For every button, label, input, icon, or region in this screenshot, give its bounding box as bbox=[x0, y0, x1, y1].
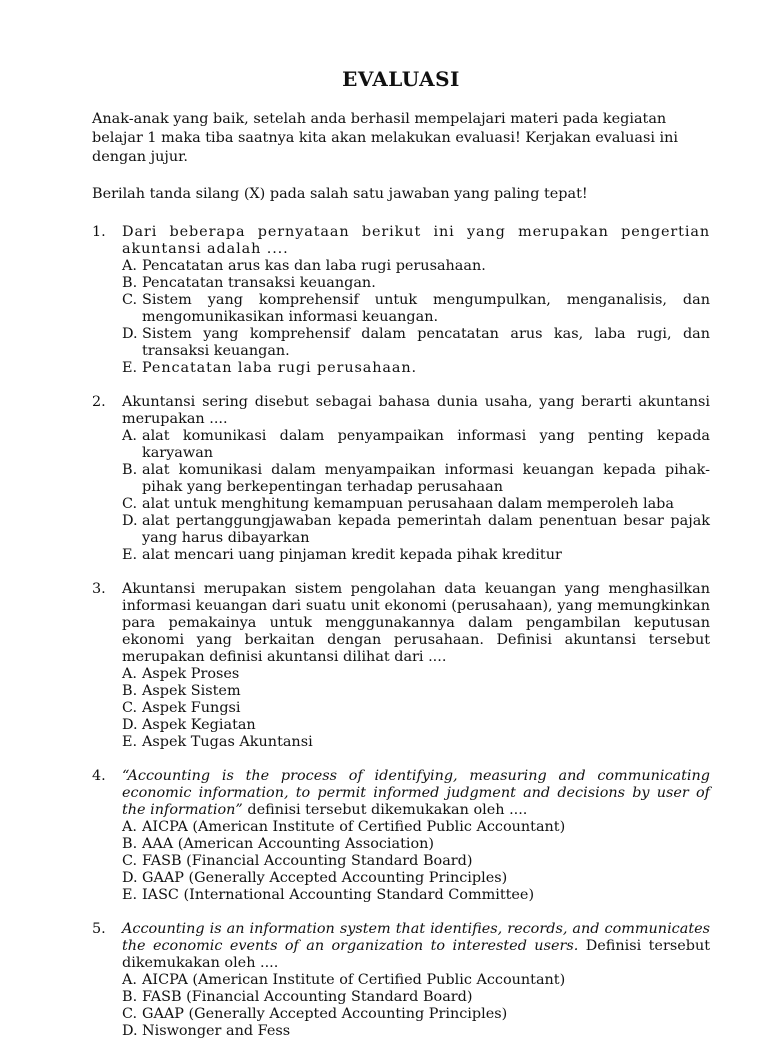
option-letter: A. bbox=[122, 972, 137, 988]
option-text: IASC (International Accounting Standard Committee) bbox=[142, 887, 535, 903]
intro-paragraph: Anak-anak yang baik, setelah anda berhasil mempelajari materi pada kegiatan belajar 1 maka tiba saatnya kita akan melakukan evaluasi! Kerjakan evaluasi ini dengan jujur. bbox=[92, 111, 678, 165]
page-title: EVALUASI bbox=[342, 67, 460, 91]
option-d[interactable] bbox=[122, 1023, 710, 1040]
option-letter: B. bbox=[122, 462, 138, 478]
instruction-paragraph: Berilah tanda silang (X) pada salah satu jawaban yang paling tepat! bbox=[92, 186, 588, 202]
option-e[interactable] bbox=[122, 734, 710, 751]
option-letter: C. bbox=[122, 1006, 138, 1022]
option-text: alat pertanggungjawaban kepada pemerintah dalam penentuan besar pajak yang harus dibayarkan bbox=[142, 513, 710, 546]
option-letter: D. bbox=[122, 513, 138, 529]
option-e[interactable] bbox=[122, 547, 710, 564]
option-text: alat komunikasi dalam penyampaikan informasi yang penting kepada karyawan bbox=[142, 428, 710, 461]
option-letter: B. bbox=[122, 683, 138, 699]
option-letter: D. bbox=[122, 326, 138, 342]
question-tail: Definisi tersebut dikemukakan oleh .... bbox=[122, 938, 710, 971]
option-letter: C. bbox=[122, 853, 138, 869]
question-number: 3. bbox=[92, 581, 106, 597]
question-4 bbox=[92, 768, 710, 904]
option-d[interactable] bbox=[122, 870, 710, 887]
question-number: 4. bbox=[92, 768, 106, 784]
option-letter: E. bbox=[122, 547, 138, 563]
option-letter: B. bbox=[122, 989, 138, 1005]
option-letter: B. bbox=[122, 275, 138, 291]
option-letter: B. bbox=[122, 836, 138, 852]
question-number: 2. bbox=[92, 394, 106, 410]
option-text: alat untuk menghitung kemampuan perusahaan dalam memperoleh laba bbox=[142, 496, 674, 512]
option-a[interactable] bbox=[122, 819, 710, 836]
option-text: Aspek Sistem bbox=[142, 683, 241, 699]
option-text: alat mencari uang pinjaman kredit kepada pihak kreditur bbox=[142, 547, 562, 563]
option-text: Pencatatan laba rugi perusahaan. bbox=[142, 360, 418, 376]
option-letter: D. bbox=[122, 870, 138, 886]
option-letter: C. bbox=[122, 700, 138, 716]
option-letter: E. bbox=[122, 360, 138, 376]
option-c[interactable] bbox=[122, 1006, 710, 1023]
option-text: GAAP (Generally Accepted Accounting Principles) bbox=[142, 1006, 508, 1022]
option-text: Pencatatan arus kas dan laba rugi perusahaan. bbox=[142, 258, 486, 274]
option-letter: A. bbox=[122, 258, 137, 274]
option-e[interactable] bbox=[122, 887, 710, 904]
question-text: Akuntansi merupakan sistem pengolahan data keuangan yang menghasilkan informasi keuangan dari suatu unit ekonomi (perusahaan), yang memungkinkan para pemakainya untuk menggunakannya dalam pengambilan keputusan ekonomi yang berkaitan dengan perusahaan. Definisi akuntansi tersebut merupakan definisi akuntansi dilihat dari .... bbox=[122, 581, 710, 665]
option-b[interactable] bbox=[122, 989, 710, 1006]
option-text: Aspek Fungsi bbox=[142, 700, 241, 716]
option-text: Sistem yang komprehensif untuk mengumpulkan, menganalisis, dan mengomunikasikan informasi keuangan. bbox=[142, 292, 710, 325]
option-d[interactable] bbox=[122, 717, 710, 734]
option-letter: D. bbox=[122, 1023, 138, 1039]
option-text: GAAP (Generally Accepted Accounting Principles) bbox=[142, 870, 508, 886]
option-text: AICPA (American Institute of Certified Public Accountant) bbox=[142, 972, 566, 988]
option-d[interactable] bbox=[122, 326, 710, 360]
option-text: alat komunikasi dalam menyampaikan informasi keuangan kepada pihak-pihak yang berkepentingan terhadap perusahaan bbox=[142, 462, 710, 495]
option-c[interactable] bbox=[122, 700, 710, 717]
option-c[interactable] bbox=[122, 292, 710, 326]
option-b[interactable] bbox=[122, 462, 710, 496]
question-5 bbox=[92, 921, 710, 1040]
question-number: 5. bbox=[92, 921, 106, 937]
question-text: Dari beberapa pernyataan berikut ini yang merupakan pengertian akuntansi adalah .... bbox=[122, 224, 710, 257]
option-letter: E. bbox=[122, 887, 138, 903]
option-text: FASB (Financial Accounting Standard Board) bbox=[142, 989, 473, 1005]
option-b[interactable] bbox=[122, 275, 710, 292]
question-text bbox=[122, 921, 710, 972]
option-text: Aspek Tugas Akuntansi bbox=[142, 734, 313, 750]
question-3 bbox=[92, 581, 710, 751]
option-letter: C. bbox=[122, 292, 138, 308]
option-text: AAA (American Accounting Association) bbox=[142, 836, 435, 852]
option-text: Niswonger and Fess bbox=[142, 1023, 291, 1039]
question-2 bbox=[92, 394, 710, 564]
option-text: Pencatatan transaksi keuangan. bbox=[142, 275, 376, 291]
question-text: Akuntansi sering disebut sebagai bahasa dunia usaha, yang berarti akuntansi merupakan .... bbox=[122, 394, 710, 427]
option-a[interactable] bbox=[122, 258, 710, 275]
option-d[interactable] bbox=[122, 513, 710, 547]
option-a[interactable] bbox=[122, 972, 710, 989]
option-letter: A. bbox=[122, 666, 137, 682]
option-letter: A. bbox=[122, 819, 137, 835]
option-text: Aspek Proses bbox=[142, 666, 240, 682]
option-c[interactable] bbox=[122, 496, 710, 513]
option-letter: D. bbox=[122, 717, 138, 733]
question-quote: Accounting is an information system that identifies, records, and communicates the economic events of an organization to interested users. bbox=[122, 921, 710, 954]
option-letter: E. bbox=[122, 734, 138, 750]
option-e[interactable] bbox=[122, 360, 710, 377]
option-b[interactable] bbox=[122, 683, 710, 700]
question-tail: definisi tersebut dikemukakan oleh .... bbox=[242, 802, 528, 818]
question-text bbox=[122, 768, 710, 819]
option-a[interactable] bbox=[122, 666, 710, 683]
option-text: Sistem yang komprehensif dalam pencatatan arus kas, laba rugi, dan transaksi keuangan. bbox=[142, 326, 710, 359]
option-letter: C. bbox=[122, 496, 138, 512]
option-c[interactable] bbox=[122, 853, 710, 870]
option-b[interactable] bbox=[122, 836, 710, 853]
option-text: FASB (Financial Accounting Standard Board) bbox=[142, 853, 473, 869]
option-letter: A. bbox=[122, 428, 137, 444]
question-number: 1. bbox=[92, 224, 106, 240]
option-a[interactable] bbox=[122, 428, 710, 462]
question-quote: “Accounting is the process of identifying, measuring and communicating economic information, to permit informed judgment and decisions by user of the information” bbox=[122, 768, 710, 818]
option-text: AICPA (American Institute of Certified Public Accountant) bbox=[142, 819, 566, 835]
question-1 bbox=[92, 224, 710, 377]
option-text: Aspek Kegiatan bbox=[142, 717, 256, 733]
evaluation-page bbox=[92, 66, 710, 1040]
